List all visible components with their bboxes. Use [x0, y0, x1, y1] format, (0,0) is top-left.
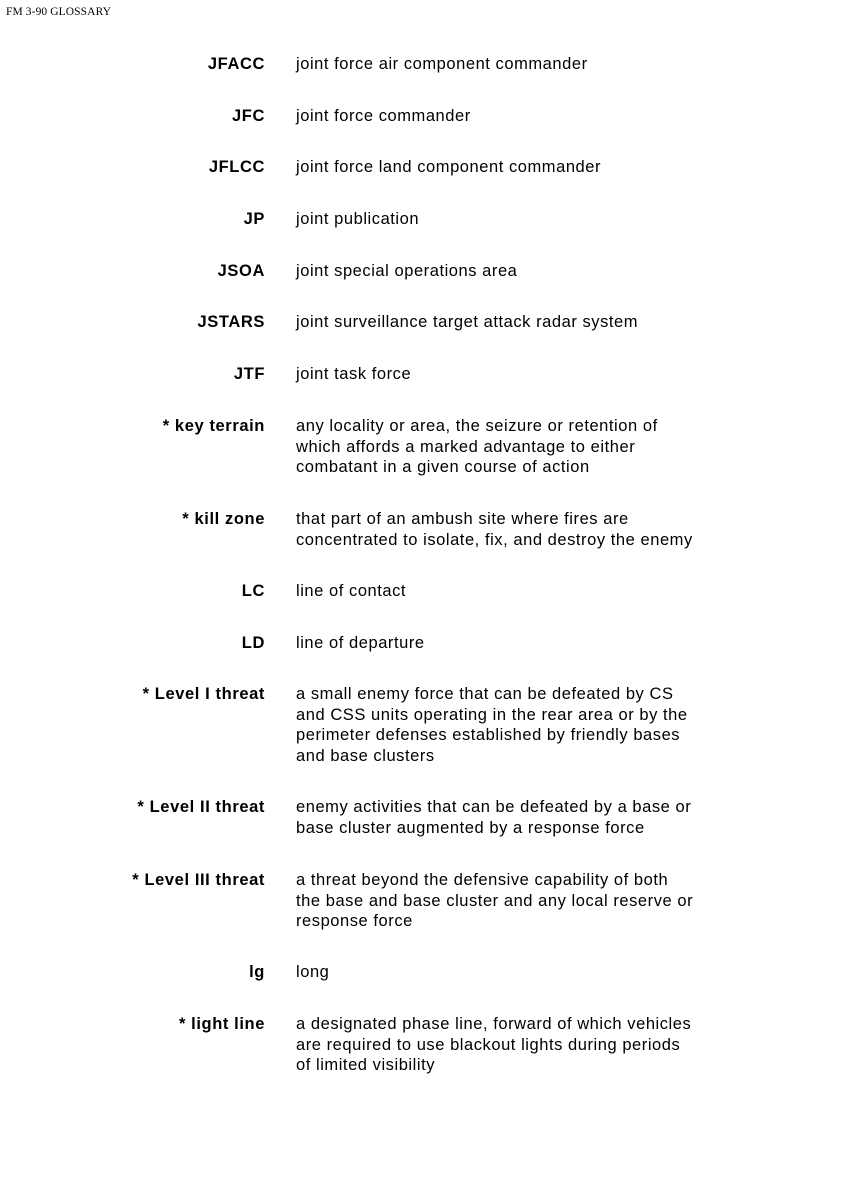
- definition-line: response force: [296, 912, 413, 930]
- glossary-term: JSTARS: [197, 313, 265, 331]
- definition-line: joint force land component commander: [296, 158, 602, 176]
- definition-line: enemy activities that can be defeated by a base or: [296, 798, 692, 816]
- glossary-definition: [296, 106, 746, 127]
- glossary-term: * Level I threat: [142, 685, 265, 703]
- definition-line: joint surveillance target attack radar system: [296, 313, 639, 331]
- definition-line: joint task force: [296, 365, 412, 383]
- definition-line: and base clusters: [296, 746, 435, 765]
- definition-line: of limited visibility: [296, 1056, 435, 1074]
- definition-line: joint force air component commander: [296, 55, 588, 73]
- definition-line: a small enemy force that can be defeated by CS: [296, 685, 674, 703]
- glossary-term: JFC: [232, 107, 265, 125]
- glossary-definition: [296, 870, 746, 932]
- definition-line: line of contact: [296, 582, 407, 600]
- glossary-term: JP: [243, 210, 265, 228]
- glossary-term: JTF: [233, 365, 265, 383]
- glossary-definition: [296, 261, 746, 282]
- glossary-term: * light line: [178, 1015, 265, 1033]
- glossary-definition: [296, 209, 746, 230]
- definition-line: a designated phase line, forward of which vehicles: [296, 1015, 692, 1033]
- glossary-definition: [296, 364, 746, 385]
- glossary-definition: [296, 416, 746, 478]
- definition-line: perimeter defenses established by friendly bases: [296, 726, 681, 744]
- definition-line: combatant in a given course of action: [296, 458, 590, 476]
- definition-line: are required to use blackout lights during periods: [296, 1035, 681, 1054]
- glossary-definition: [296, 1014, 746, 1076]
- definition-line: the base and base cluster and any local reserve or: [296, 891, 694, 910]
- glossary-definition: [296, 797, 746, 838]
- glossary-term: * key terrain: [162, 417, 265, 435]
- definition-line: joint publication: [296, 210, 420, 228]
- glossary-term: JFACC: [207, 55, 265, 73]
- glossary-term: lg: [249, 963, 265, 981]
- definition-line: joint force commander: [296, 107, 471, 125]
- glossary-term: LC: [241, 582, 265, 600]
- glossary-term: * kill zone: [182, 510, 265, 528]
- glossary-definition: [296, 684, 746, 766]
- definition-line: long: [296, 963, 330, 981]
- definition-line: which affords a marked advantage to either: [296, 437, 636, 456]
- glossary-definition: [296, 509, 746, 550]
- glossary-term: JFLCC: [208, 158, 265, 176]
- definition-line: that part of an ambush site where fires are: [296, 510, 629, 528]
- glossary-definition: [296, 312, 746, 333]
- glossary-term: * Level II threat: [137, 798, 265, 816]
- definition-line: and CSS units operating in the rear area or by the: [296, 705, 688, 724]
- glossary-definition: [296, 962, 746, 983]
- glossary-definition: [296, 633, 746, 654]
- glossary-definition: [296, 581, 746, 602]
- definition-line: concentrated to isolate, fix, and destroy the enemy: [296, 530, 693, 549]
- glossary-term: LD: [241, 634, 265, 652]
- definition-line: a threat beyond the defensive capability of both: [296, 871, 669, 889]
- definition-line: joint special operations area: [296, 262, 518, 280]
- glossary-term: JSOA: [217, 262, 265, 280]
- glossary-definition: [296, 157, 746, 178]
- running-head: FM 3-90 GLOSSARY: [6, 6, 112, 18]
- definition-line: line of departure: [296, 634, 425, 652]
- glossary-term: * Level III threat: [132, 871, 265, 889]
- definition-line: any locality or area, the seizure or retention of: [296, 417, 658, 435]
- glossary-definition: [296, 54, 746, 75]
- definition-line: base cluster augmented by a response force: [296, 818, 645, 837]
